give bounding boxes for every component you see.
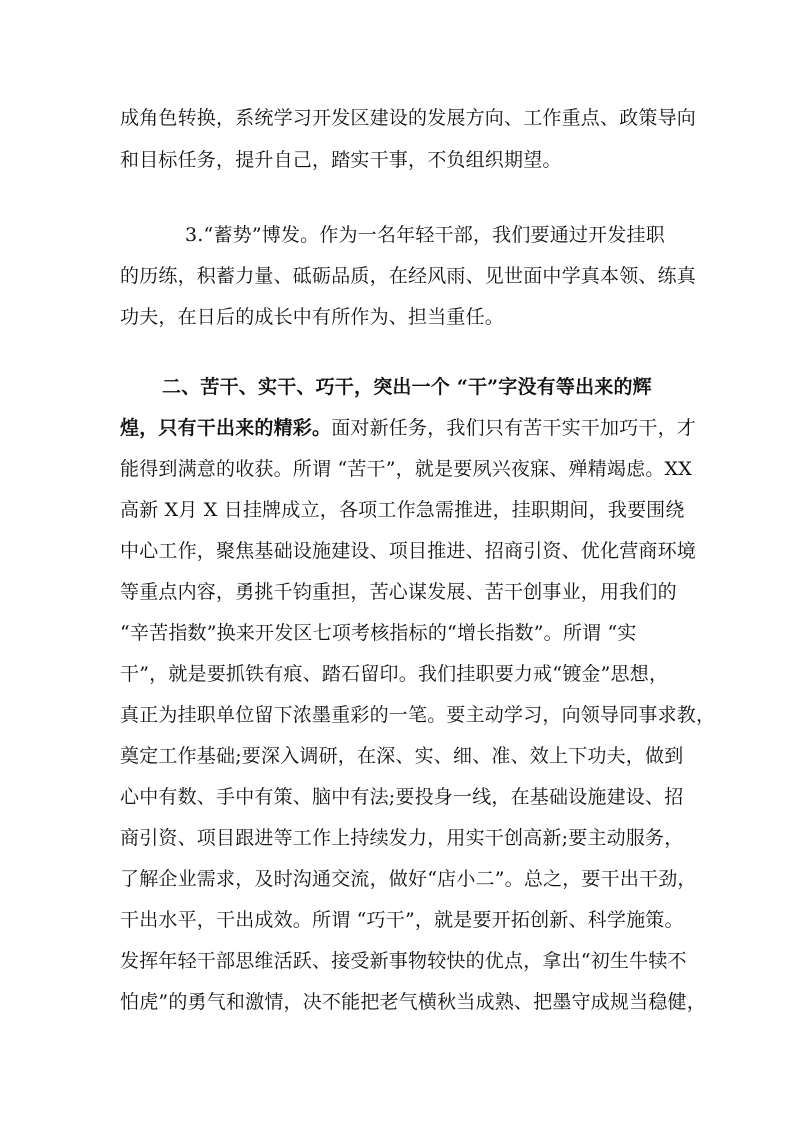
paragraph-line: 功夫，在日后的成长中有所作为、担当重任。 (120, 306, 505, 328)
paragraph-line: 干出水平，干出成效。所谓 “巧干”，就是要开拓创新、科学施策。 (120, 909, 684, 931)
paragraph-line: 成角色转换，系统学习开发区建设的发展方向、工作重点、政策导向 (120, 107, 697, 129)
paragraph-line: 等重点内容，勇挑千钧重担，苦心谋发展、苦干创事业，用我们的 (120, 581, 677, 603)
paragraph-line: 高新 X月 X 日挂牌成立，各项工作急需推进，挂职期间，我要围绕 (120, 499, 685, 521)
paragraph-line: 商引资、项目跟进等工作上持续发力，用实干创高新;要主动服务， (120, 827, 684, 849)
paragraph-line: “辛苦指数”换来开发区七项考核指标的“增长指数”。所谓 “实 (120, 622, 637, 644)
paragraph-line: 干”，就是要抓铁有痕、踏石留印。我们挂职要力戒“镀金”思想， (120, 663, 669, 685)
paragraph-line: 发挥年轻干部思维活跃、接受新事物较快的优点，拿出“初生牛犊不 (120, 950, 687, 972)
paragraph-line: 能得到满意的收获。所谓 “苦干”，就是要夙兴夜寐、殚精竭虑。XX (120, 458, 692, 480)
paragraph-line: 3.“蓄势”博发。作为一名年轻干部，我们要通过开发挂职 (185, 224, 665, 246)
section-heading: 二、苦干、实干、巧干，突出一个 “干”字没有等出来的辉 (162, 376, 652, 398)
section-heading-bold-part: 煌，只有干出来的精彩。 (120, 417, 332, 439)
paragraph-line: 了解企业需求，及时沟通交流，做好“店小二”。总之，要干出干劲， (120, 868, 697, 890)
paragraph-line: 真正为挂职单位留下浓墨重彩的一笔。要主动学习，向领导同事求教， (120, 704, 716, 726)
section-paragraph-start: 面对新任务，我们只有苦干实干加巧干，才 (331, 417, 697, 439)
paragraph-line: 和目标任务，提升自己，踏实干事，不负组织期望。 (120, 149, 562, 171)
paragraph-line: 怕虎”的勇气和激情，决不能把老气横秋当成熟、把墨守成规当稳健， (120, 991, 706, 1013)
paragraph-line: 奠定工作基础;要深入调研，在深、实、细、准、效上下功夫，做到 (120, 745, 684, 767)
paragraph-line: 心中有数、手中有策、脑中有法;要投身一线，在基础设施建设、招 (120, 786, 684, 808)
paragraph-line: 中心工作，聚焦基础设施建设、项目推进、招商引资、优化营商环境 (120, 540, 697, 562)
paragraph-line: 的历练，积蓄力量、砥砺品质，在经风雨、见世面中学真本领、练真 (120, 265, 697, 287)
section-heading-continuation (120, 416, 696, 440)
